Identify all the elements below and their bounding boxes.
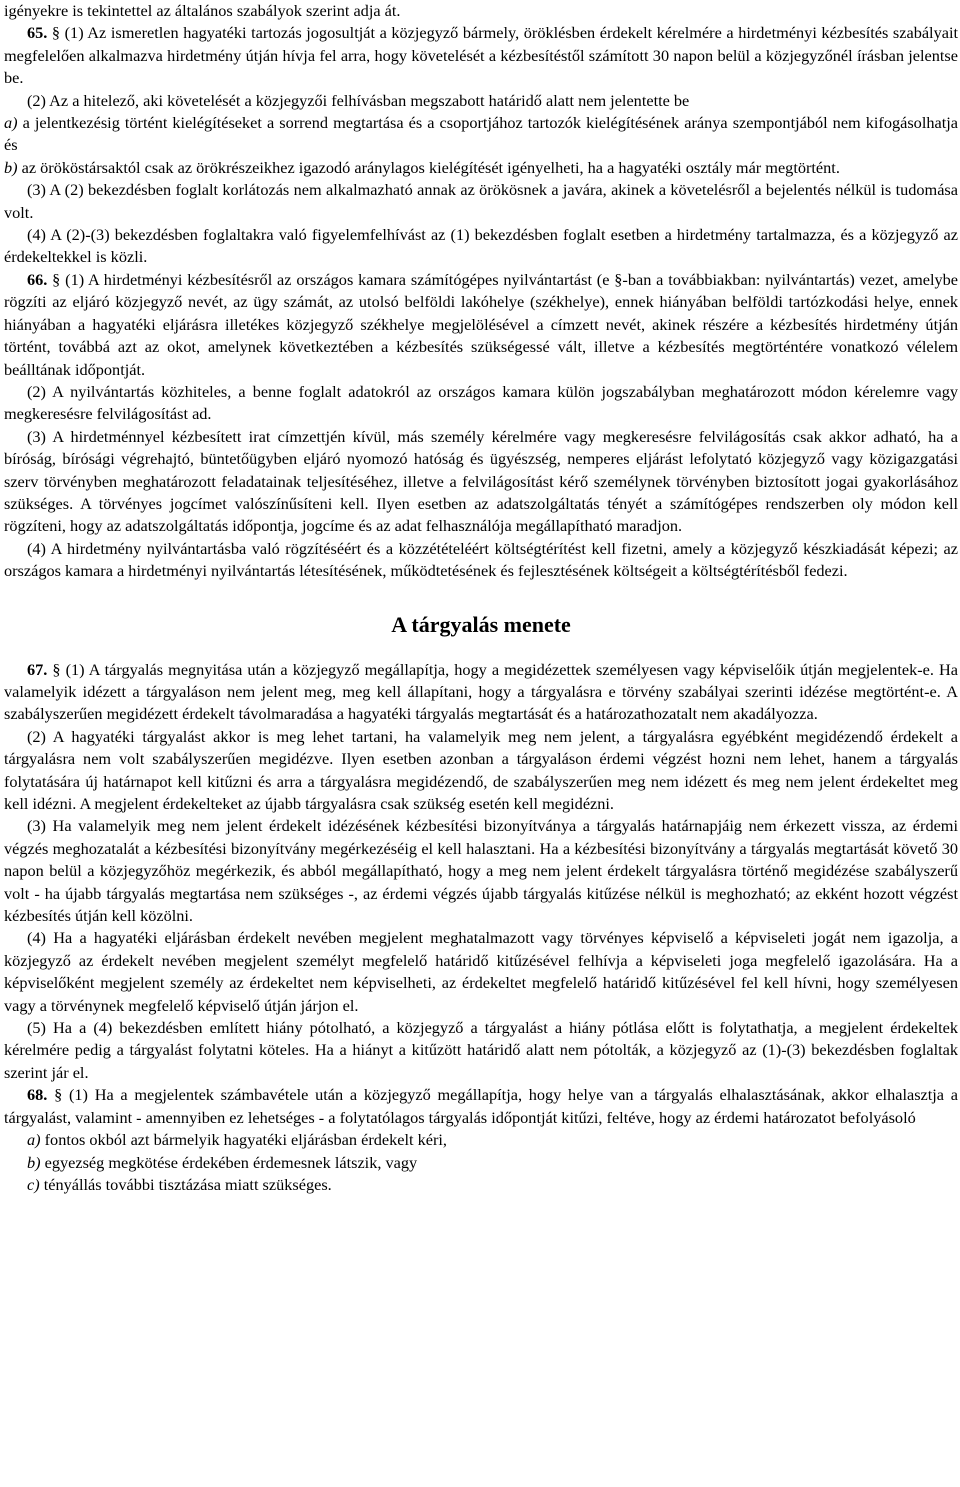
item-label: a) — [27, 1130, 41, 1150]
item-label: b) — [4, 157, 18, 177]
item-label: a) — [4, 113, 18, 133]
section-67-paragraph-4 — [4, 927, 958, 1017]
paragraph-text: § (1) Az ismeretlen hagyatéki tartozás jogosultját a közjegyző bármely, öröklésben érdekelt kérelmére a hirdetményi kézbesítés szabályait megfelelően alkalmazva hirdetmény útján hívja fel arra, hogy követelését a kézbesítéstől számított 30 napon belül a közjegyzőnél írásban jelentse be. — [4, 23, 958, 88]
section-65-paragraph-2 — [4, 90, 958, 112]
section-65-paragraph-3 — [4, 179, 958, 224]
section-66-paragraph-4 — [4, 538, 958, 583]
list-item-b — [4, 1152, 958, 1174]
item-text: az örököstársaktól csak az örökrészeikhez igazodó aránylagos kielégítését igényelheti, ha a hagyatéki osztály már megtörtént. — [17, 157, 840, 177]
item-text: fontos okból azt bármelyik hagyatéki eljárásban érdekelt kéri, — [40, 1130, 447, 1150]
section-65-paragraph-1 — [4, 22, 958, 89]
paragraph-text: (2) Az a hitelező, aki követelését a közjegyzői felhívásban megszabott határidő alatt nem jelentette be — [27, 90, 690, 110]
section-66-paragraph-3 — [4, 426, 958, 538]
paragraph-text: (4) Ha a hagyatéki eljárásban érdekelt nevében megjelent meghatalmazott vagy törvényes képviselő a képviseleti jogát nem igazolja, a közjegyző az érdekelt nevében megjelent személyt megfelelő határidő kitűzésével felhívja a képviseleti joga megfelelő igazolására. Ha a képviselőként megjelent személy az érdekeltet nem képviselheti, az érdekeltet megfelelő határidő kitűzésével fel kell hívni, hogy személyesen vagy a törvénynek megfelelő képviselő útján járjon el. — [4, 928, 958, 1015]
section-heading: A tárgyalás menete — [391, 611, 571, 637]
section-66-paragraph-2 — [4, 381, 958, 426]
list-item-b — [4, 157, 958, 179]
item-label: b) — [27, 1152, 41, 1172]
paragraph-text: (4) A (2)-(3) bekezdésben foglaltakra való figyelemfelhívást az (1) bekezdésben foglalt esetben a hirdetmény tartalmazza, és a közjegyző az érdekeltekkel is közli. — [4, 225, 958, 267]
paragraph-text: (4) A hirdetmény nyilvántartásba való rögzítéséért és a közzétételéért költségtérítést kell fizetni, amely a közjegyző készkiadását képezi; az országos kamara a hirdetményi nyilvántartás létesítésének, működtetésének és fejlesztésének költségeit a költségtérítésből fedezi. — [4, 538, 958, 581]
paragraph-text: § (1) Ha a megjelentek számbavétele után a közjegyző megállapítja, hogy helye van a tárgyalás elhalasztásának, akkor elhalasztja a tárgyalást, valamint - amennyiben ez lehetséges - a folytatólagos tárgyalás időpontját kitűzi, feltéve, hogy az érdemi határozatot befolyásoló — [4, 1085, 958, 1127]
section-68-paragraph-1 — [4, 1084, 958, 1129]
section-65-paragraph-4 — [4, 224, 958, 269]
section-67-paragraph-1 — [4, 659, 958, 726]
list-item-c — [4, 1174, 958, 1196]
paragraph-text: (3) A hirdetménnyel kézbesített irat címzettjén kívül, más személy kérelmére vagy megkeresésre felvilágosítás csak akkor adható, ha a bíróság, bírósági végrehajtó, büntetőügyben eljáró nyomozó hatóság és ügyészség, nemperes eljárást lefolytató közjegyző vagy közigazgatási szerv törvényben meghatározott feladatainak teljesítéséhez, illetve a felvilágosítást kérő személynek törvényben biztosított jogai gyakorlásához szükséges. A törvényes jogcímet valószínűsíteni kell. Ilyen esetben az adatszolgáltatás tényét a számítógépes rendszerben oly módon kell rögzíteni, hogy az adatszolgáltatás időpontja, jogcíme és az adat felhasználója megállapítható maradjon. — [4, 426, 958, 536]
paragraph-text: igényekre is tekintettel az általános szabályok szerint adja át. — [4, 1, 401, 20]
item-label: c) — [27, 1174, 40, 1194]
paragraph-text: § (1) A tárgyalás megnyitása után a közjegyző megállapítja, hogy a megidézettek személyesen vagy képviselőik útján megjelentek-e. Ha valamelyik idézett a tárgyaláson nem jelent meg, meg kell állapítani, hogy a tárgyalásra e törvény szabályai szerinti idézése megtörtént-e. A szabályszerűen megidézett érdekelt távolmaradása a hagyatéki tárgyalás megtartását és a határozathozatalt nem akadályozza. — [4, 659, 958, 724]
paragraph-text: (3) Ha valamelyik meg nem jelent érdekelt idézésének kézbesítési bizonyítványa a tárgyalás határnapjáig nem érkezett vissza, az érdemi végzés meghozatalát a kézbesítési bizonyítvány megérkezéséig el kell halasztani. Ha a kézbesítési bizonyítvány a tárgyalás megtartását követő 30 napon belül a közjegyzőhöz megérkezik, és abból megállapítható, hogy a meg nem jelent érdekelt tárgyalásra történő megidézése szabályszerű volt - ha újabb tárgyalás megtartása nem szükséges -, az érdemi végzés újabb tárgyalás kitűzése nélkül is meghozható; az ekként hozott végzést kézbesítés útján kell közölni. — [4, 816, 958, 926]
section-67-paragraph-2 — [4, 726, 958, 816]
paragraph-text: § (1) A hirdetményi kézbesítésről az országos kamara számítógépes nyilvántartást (e §-ban a továbbiakban: nyilvántartás) vezet, amelybe rögzíti az eljáró közjegyző nevét, az ügy számát, az utolsó belföldi lakóhelye (székhelye), ennek hiányában belföldi tartózkodási helye, ennek hiányában a hagyatéki eljárásra illetékes közjegyző székhelye megjelölésével a címzett nevét, akinek részére a kézbesítés hirdetmény útján történt, továbbá azt az okot, amelynek következtében a kézbesítés szükségessé vált, illetve a kézbesítés megtörténtére vonatkozó vélelem beálltának időpontját. — [4, 269, 958, 379]
section-number: 65. — [27, 23, 48, 43]
section-67-paragraph-3 — [4, 815, 958, 927]
paragraph-text: (2) A nyilvántartás közhiteles, a benne foglalt adatokról az országos kamara külön jogszabályban meghatározott módon kérelemre vagy megkeresésre felvilágosítást ad. — [4, 381, 958, 424]
item-text: a jelentkezésig történt kielégítéseket a sorrend megtartása és a csoportjához tartozók kielégítésének aránya szempontjából nem kifogásolhatja és — [4, 113, 958, 155]
paragraph-text: (5) Ha a (4) bekezdésben említett hiány pótolható, a közjegyző a tárgyalást a hiány pótlása előtt is folytathatja, a megjelent érdekeltek kérelmére pedig a tárgyalást folytatni köteles. Ha a hiányt a kitűzött határidő alatt nem pótolták, a közjegyző az (1)-(3) bekezdésben foglaltak szerint jár el. — [4, 1018, 958, 1082]
item-text: egyezség megkötése érdekében érdemesnek látszik, vagy — [40, 1152, 418, 1172]
section-number: 67. — [27, 659, 48, 679]
paragraph-text: (3) A (2) bekezdésben foglalt korlátozás nem alkalmazható annak az örökösnek a javára, akinek a követelésről a bejelentés nélkül is tudomása volt. — [4, 180, 958, 222]
list-item-a — [4, 1129, 958, 1151]
section-number: 66. — [27, 269, 48, 289]
section-67-paragraph-5 — [4, 1017, 958, 1084]
item-text: tényállás további tisztázása miatt szükséges. — [39, 1174, 332, 1194]
section-number: 68. — [27, 1085, 48, 1105]
paragraph-continuation — [4, 0, 958, 22]
paragraph-text: (2) A hagyatéki tárgyalást akkor is meg lehet tartani, ha valamelyik meg nem jelent, a tárgyalásra egyébként megidézendő érdekelt a tárgyalásra nem volt szabályszerűen megidézve. Ilyen esetben azonban a tárgyaláson érdemi végzést hozni nem lehet, hanem a tárgyalás folytatására új határnapot kell kitűzni és arra a tárgyalásra megidézendő, de szabályszerűen meg nem idézett és meg nem jelent érdekeltet meg kell idézni. A megjelent érdekelteket az újabb tárgyalásra csak szükség esetén kell megidézni. — [4, 726, 958, 813]
list-item-a — [4, 112, 958, 157]
section-66-paragraph-1 — [4, 269, 958, 381]
